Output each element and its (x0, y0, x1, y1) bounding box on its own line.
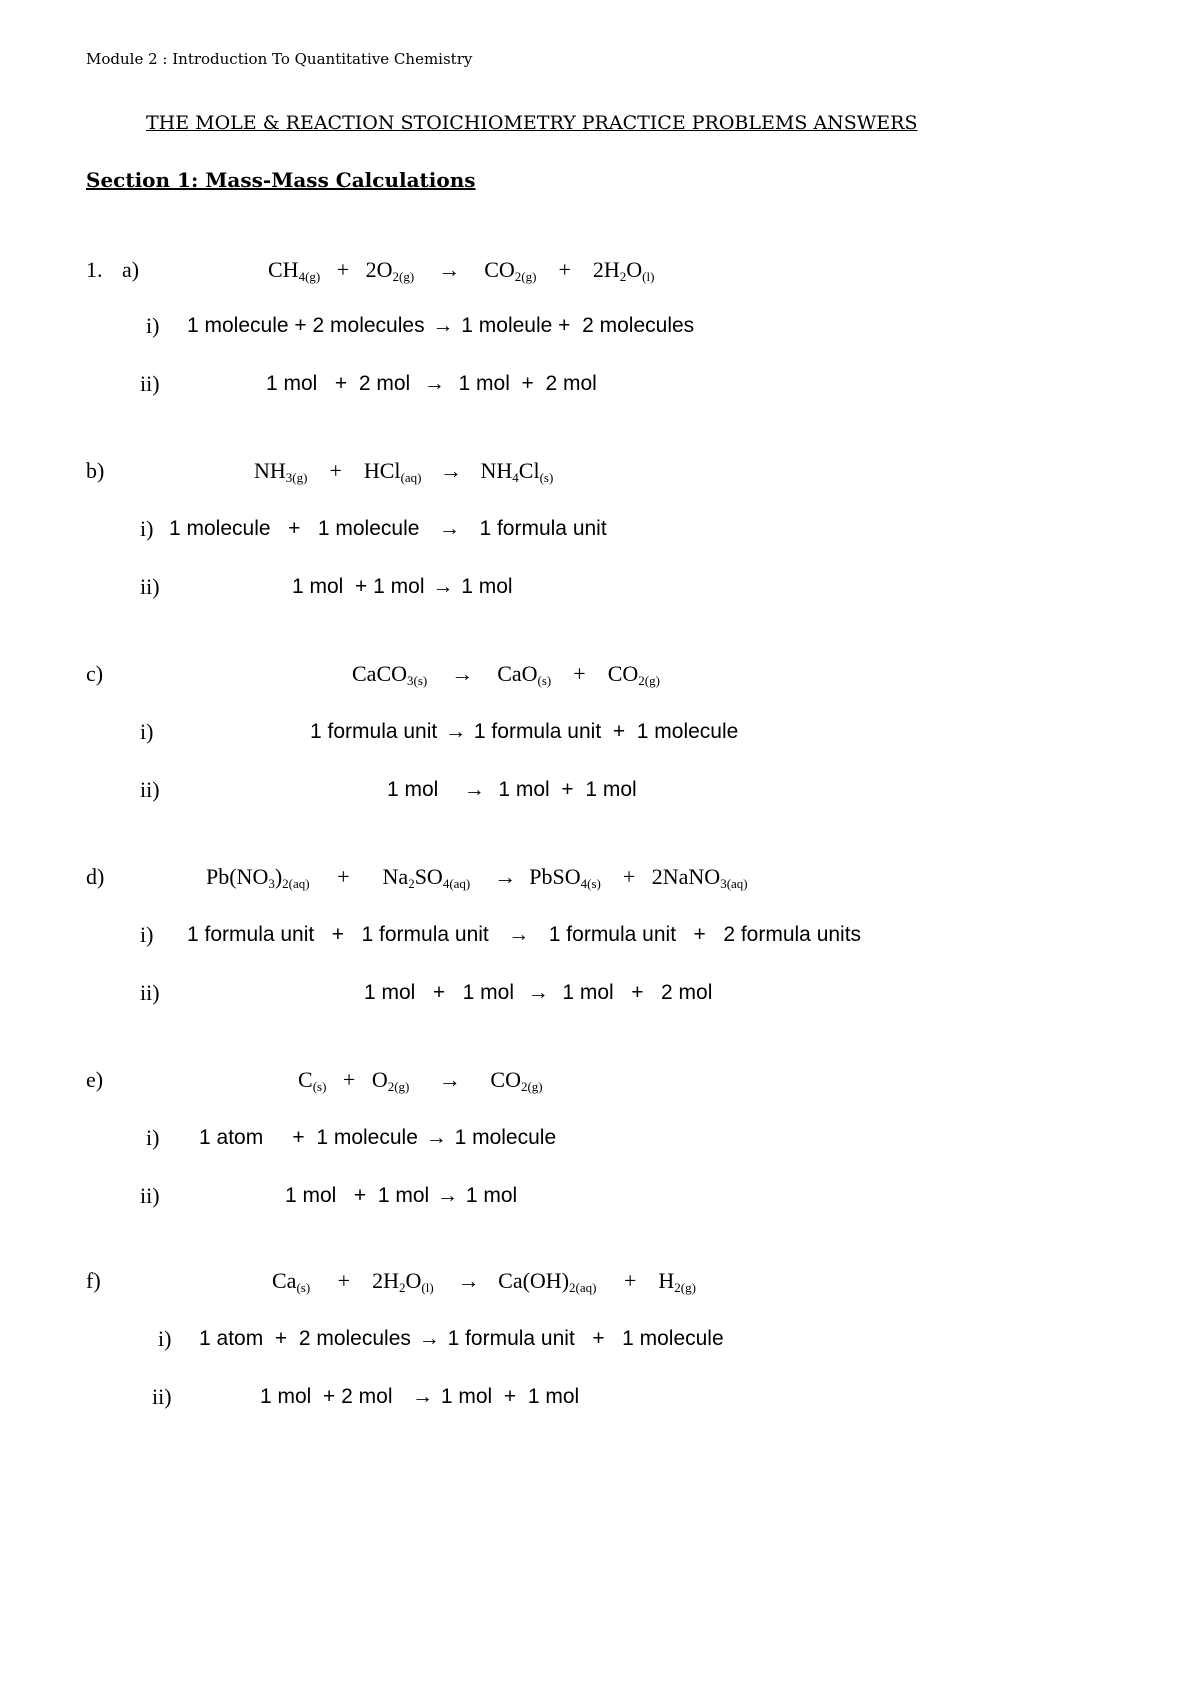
part-c-i-line: 1 formula unit → 1 formula unit + 1 molecule (310, 720, 739, 743)
part-e-i-line: 1 atom + 1 molecule → 1 molecule (199, 1126, 557, 1149)
part-a-ii-label: ii) (140, 371, 160, 396)
part-e-equation: $C_{(s)}$ + $O_{2(g)}$ → $CO_{2(g)}$ (298, 1067, 543, 1094)
part-e-i-label: i) (146, 1125, 160, 1150)
part-c-equation: CaCO$_{3(s)}$ → CaO$_{(s)}$ + $CO_{2(g)}$ (352, 661, 660, 688)
part-b-i-line: 1 molecule + 1 molecule → 1 formula unit (169, 517, 607, 540)
part-d-label: d) (86, 864, 105, 889)
part-d-i-label: i) (140, 922, 154, 947)
part-c-i-label: i) (140, 719, 154, 744)
part-c-label: c) (86, 661, 104, 686)
part-b-ii-line: 1 mol + 1 mol → 1 mol (292, 575, 513, 598)
part-e-ii-line: 1 mol + 1 mol → 1 mol (285, 1184, 518, 1207)
part-d-equation: $Pb(NO_3)_{2(aq)}$ + $Na_2SO_{4(aq)}$ → PbSO$_{4(s)}$ + 2NaNO$_{3(aq)}$ (206, 864, 748, 891)
section-title: Section 1: Mass-Mass Calculations (86, 168, 476, 192)
part-f-label: f) (86, 1268, 101, 1293)
part-b-label: b) (86, 458, 105, 483)
part-b-equation: $NH_{3(g)}$ + HCl$_{(aq)}$ → $NH_4Cl_{(s)}$ (254, 458, 554, 485)
part-f-i-label: i) (158, 1326, 172, 1351)
part-f-equation: $Ca_{(s)}$ + $2H_2O_{(l)}$ → $Ca(OH)_{2(aq)}$ + $H_{2(g)}$ (272, 1268, 696, 1295)
part-f-i-line: 1 atom + 2 molecules → 1 formula unit + 1 molecule (199, 1327, 724, 1350)
part-c-ii-line: 1 mol → 1 mol + 1 mol (387, 778, 637, 801)
part-b-ii-label: ii) (140, 574, 160, 599)
part-c-ii-label: ii) (140, 777, 160, 802)
part-d-i-line: 1 formula unit + 1 formula unit → 1 formula unit + 2 formula units (187, 923, 862, 946)
part-a-label: a) (122, 257, 140, 282)
problem-number: 1. (86, 257, 103, 282)
running-header: Module 2 : Introduction To Quantitative Chemistry (86, 50, 473, 68)
page-title: THE MOLE & REACTION STOICHIOMETRY PRACTICE PROBLEMS ANSWERS (146, 112, 918, 134)
part-d-ii-line: 1 mol + 1 mol → 1 mol + 2 mol (364, 981, 713, 1004)
part-e-label: e) (86, 1067, 104, 1092)
part-d-ii-label: ii) (140, 980, 160, 1005)
part-f-ii-line: 1 mol + 2 mol → 1 mol + 1 mol (260, 1385, 580, 1408)
part-a-i-line: 1 molecule + 2 molecules → 1 moleule + 2 molecules (187, 314, 695, 337)
part-a-i-label: i) (146, 313, 160, 338)
part-b-i-label: i) (140, 516, 154, 541)
part-f-ii-label: ii) (152, 1384, 172, 1409)
part-a-equation: $CH_{4(g)}$ + $2O_{2(g)}$ → $CO_{2(g)}$ + $2H_2O_{(l)}$ (268, 257, 655, 284)
part-e-ii-label: ii) (140, 1183, 160, 1208)
part-a-ii-line: 1 mol + 2 mol → 1 mol + 2 mol (266, 372, 597, 395)
